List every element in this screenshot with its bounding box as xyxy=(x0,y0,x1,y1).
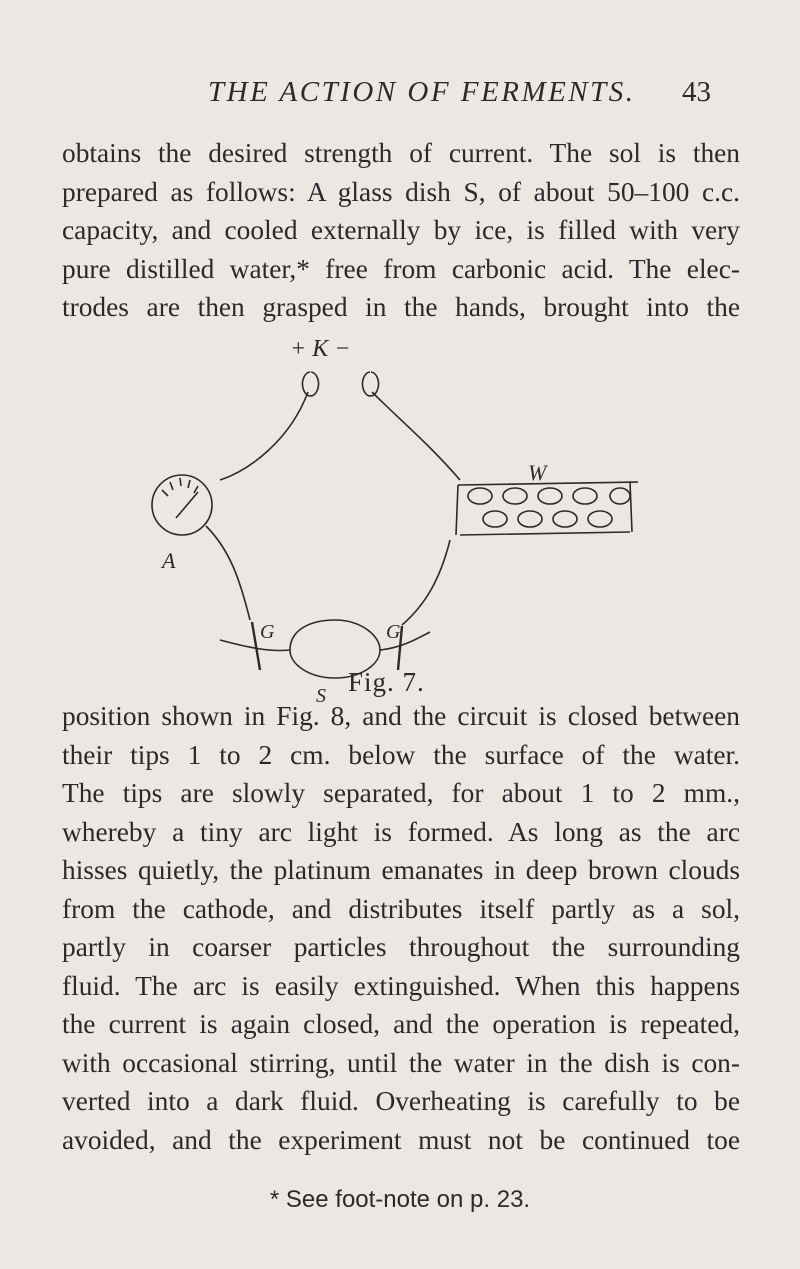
ammeter-label: A xyxy=(162,548,176,573)
text-line: obtains the desired strength of current. The sol is then xyxy=(62,138,740,168)
left-terminal-icon xyxy=(303,372,319,396)
text-line: prepared as follows: A glass dish S, of about 50–100 c.c. xyxy=(62,176,740,207)
electrode-right-label: G xyxy=(386,621,401,643)
text-line: verted into a dark fluid. Overheating is carefully to be xyxy=(62,1086,740,1116)
lamp-icon xyxy=(538,488,562,504)
lamp-icon xyxy=(553,511,577,527)
electrode-left-label: G xyxy=(260,621,275,643)
wire-left-upper xyxy=(220,392,308,480)
paragraph-2 xyxy=(62,697,740,1159)
lamp-icon xyxy=(573,488,597,504)
text-line: hisses quietly, the platinum emanates in deep brown clouds xyxy=(62,855,740,885)
text-line: pure distilled water,* free from carbonic acid. The elec- xyxy=(62,253,740,284)
text-line: their tips 1 to 2 cm. below the surface of the water. xyxy=(62,739,740,770)
footnote: * See foot-note on p. 23. xyxy=(269,1186,531,1213)
left-electrode-icon xyxy=(252,622,260,670)
paragraph-1 xyxy=(62,134,740,327)
text-line: the current is again closed, and the operation is repeated, xyxy=(62,1009,740,1039)
text-line: whereby a tiny arc light is formed. As long as the arc xyxy=(62,816,740,847)
page-header xyxy=(0,76,800,116)
running-head: THE ACTION OF FERMENTS. xyxy=(208,76,636,108)
text-line: with occasional stirring, until the water in the dish is con- xyxy=(62,1047,740,1078)
text-line: partly in coarser particles throughout the surrounding xyxy=(62,932,740,962)
text-line: trodes are then grasped in the hands, brought into the xyxy=(62,292,740,322)
right-terminal-icon xyxy=(363,372,379,396)
page-number: 43 xyxy=(682,76,711,108)
lamp-icon xyxy=(483,511,507,527)
lamp-icon xyxy=(468,488,492,504)
text-line: from the cathode, and distributes itself partly as a sol, xyxy=(62,893,740,924)
text-line: capacity, and cooled externally by ice, is filled with very xyxy=(62,215,740,245)
text-line: The tips are slowly separated, for about 1 to 2 mm., xyxy=(62,778,740,808)
resistance-box-icon xyxy=(456,482,638,535)
wire-right-lower xyxy=(402,540,450,625)
text-line: avoided, and the experiment must not be continued toe xyxy=(62,1124,740,1155)
dish-label: S xyxy=(316,685,326,707)
wire-right-upper xyxy=(372,392,460,480)
terminals-label: + K − xyxy=(290,336,351,362)
circuit-figure xyxy=(140,330,660,710)
lamp-icon xyxy=(610,488,630,504)
wire-left-lower xyxy=(206,526,250,620)
ammeter-icon xyxy=(152,475,212,535)
lamp-icon xyxy=(588,511,612,527)
text-line: position shown in Fig. 8, and the circuit is closed between xyxy=(62,701,740,731)
figure-caption: Fig. 7. xyxy=(348,667,425,697)
text-line: fluid. The arc is easily extinguished. When this happens xyxy=(62,970,740,1001)
resistance-label: W xyxy=(528,460,547,485)
lamp-icon xyxy=(503,488,527,504)
lamp-icon xyxy=(518,511,542,527)
ammeter-scale-icon xyxy=(162,478,198,518)
circuit-diagram xyxy=(140,330,660,710)
